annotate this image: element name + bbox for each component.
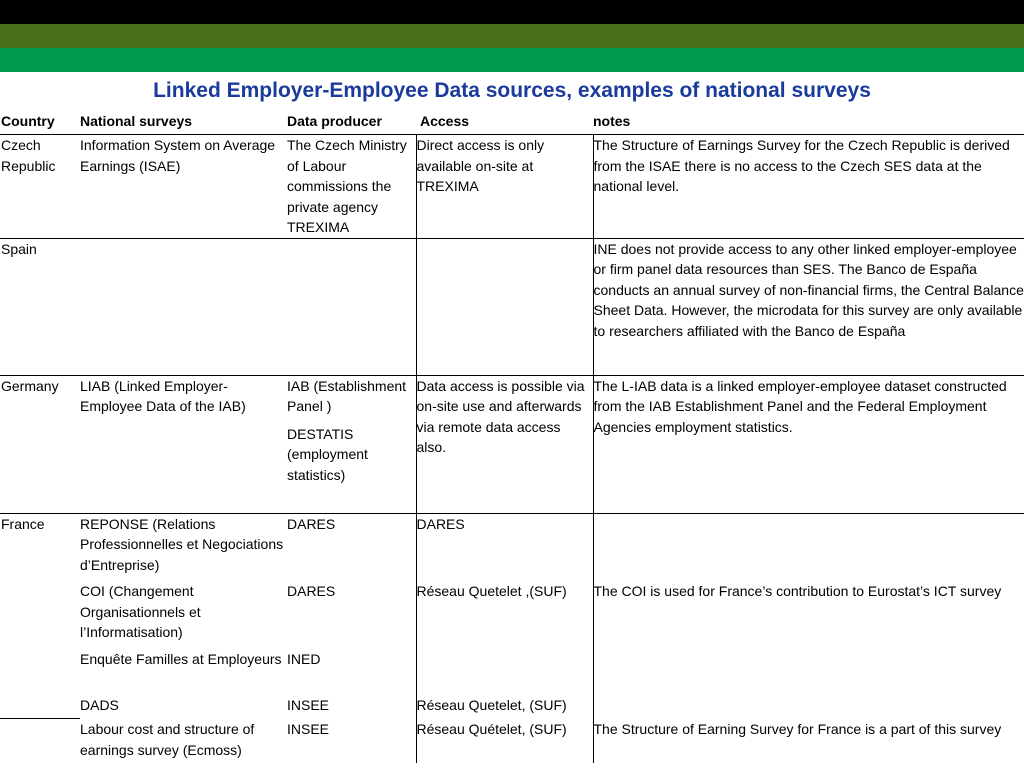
table-row (0, 719, 1024, 763)
cell-survey: Information System on Average Earnings (ISAE) (80, 135, 287, 239)
header-band-olive (0, 24, 1024, 48)
cell-survey: REPONSE (Relations Professionnelles et Negociations d’Entreprise) (80, 513, 287, 581)
table-row (0, 375, 1024, 513)
table-row (0, 238, 1024, 375)
cell-country: Czech Republic (0, 135, 80, 239)
cell-notes: The Structure of Earnings Survey for the Czech Republic is derived from the ISAE there is no access to the Czech SES data at the national level. (593, 135, 1024, 239)
cell-survey (80, 238, 287, 375)
surveys-table (0, 110, 1024, 763)
header-country: Country (1, 113, 55, 129)
cell-access (416, 238, 593, 375)
cell-notes (593, 649, 1024, 695)
cell-access: Réseau Quételet, (SUF) (416, 719, 593, 763)
cell-access: Data access is possible via on-site use and afterwards via remote data access also. (416, 375, 593, 513)
header-national-surveys: National surveys (80, 113, 193, 129)
cell-survey: Enquête Familles at Employeurs (80, 651, 282, 667)
header-band-black (0, 0, 1024, 24)
cell-survey: LIAB (Linked Employer-Employee Data of the IAB) (80, 375, 287, 513)
cell-notes: The L-IAB data is a linked employer-employee dataset constructed from the IAB Establishment Panel and the Federal Employment Agencies employment statistics. (593, 375, 1024, 513)
cell-country: Spain (0, 238, 80, 375)
table-header-row (0, 110, 1024, 135)
cell-producer: INSEE (287, 697, 330, 713)
cell-survey: DADS (80, 697, 119, 713)
header-data-producer: Data producer (287, 113, 382, 129)
cell-access: Réseau Quetelet ,(SUF) (416, 581, 593, 649)
cell-notes (593, 695, 1024, 719)
cell-access (416, 649, 593, 695)
table-row (0, 581, 1024, 649)
table-row (0, 513, 1024, 581)
cell-country: Germany (0, 375, 80, 513)
cell-survey: COI (Changement Organisationnels et l’Informatisation) (80, 583, 201, 640)
slide-title: Linked Employer-Employee Data sources, examples of national surveys (153, 79, 871, 102)
producer-destatis: DESTATIS (employment statistics) (287, 425, 368, 483)
cell-producer (287, 238, 416, 375)
cell-notes: The COI is used for France’s contribution to Eurostat’s ICT survey (593, 581, 1024, 649)
cell-access: DARES (416, 513, 593, 581)
header-access: Access (420, 113, 470, 129)
cell-producer: The Czech Ministry of Labour commissions the private agency TREXIMA (287, 135, 416, 239)
country-divider (0, 718, 80, 719)
table-row (0, 135, 1024, 239)
cell-producer: INED (287, 651, 321, 667)
cell-notes: The Structure of Earning Survey for France is a part of this survey (593, 719, 1024, 763)
table-row (0, 695, 1024, 719)
producer-iab: IAB (Establishment Panel ) (287, 377, 407, 414)
cell-producer (287, 375, 416, 513)
cell-notes: INE does not provide access to any other linked employer-employee or firm panel data resources than SES. The Banco de España conducts an annual survey of non-financial firms, the Central Balance Sheet Data. However, the microdata for this survey are only available to researchers affiliated with the Banco de España (593, 238, 1024, 375)
header-band-green (0, 48, 1024, 72)
table-row (0, 649, 1024, 695)
cell-producer: DARES (287, 513, 416, 581)
cell-country: France (0, 513, 80, 581)
cell-access: Réseau Quetelet, (SUF) (416, 695, 593, 719)
cell-producer: INSEE (287, 721, 330, 737)
cell-access: Direct access is only available on-site at TREXIMA (416, 135, 593, 239)
cell-survey: Labour cost and structure of earnings survey (Ecmoss) (80, 721, 255, 758)
header-notes: notes (593, 113, 631, 129)
cell-notes (593, 513, 1024, 581)
cell-producer: DARES (287, 583, 336, 599)
